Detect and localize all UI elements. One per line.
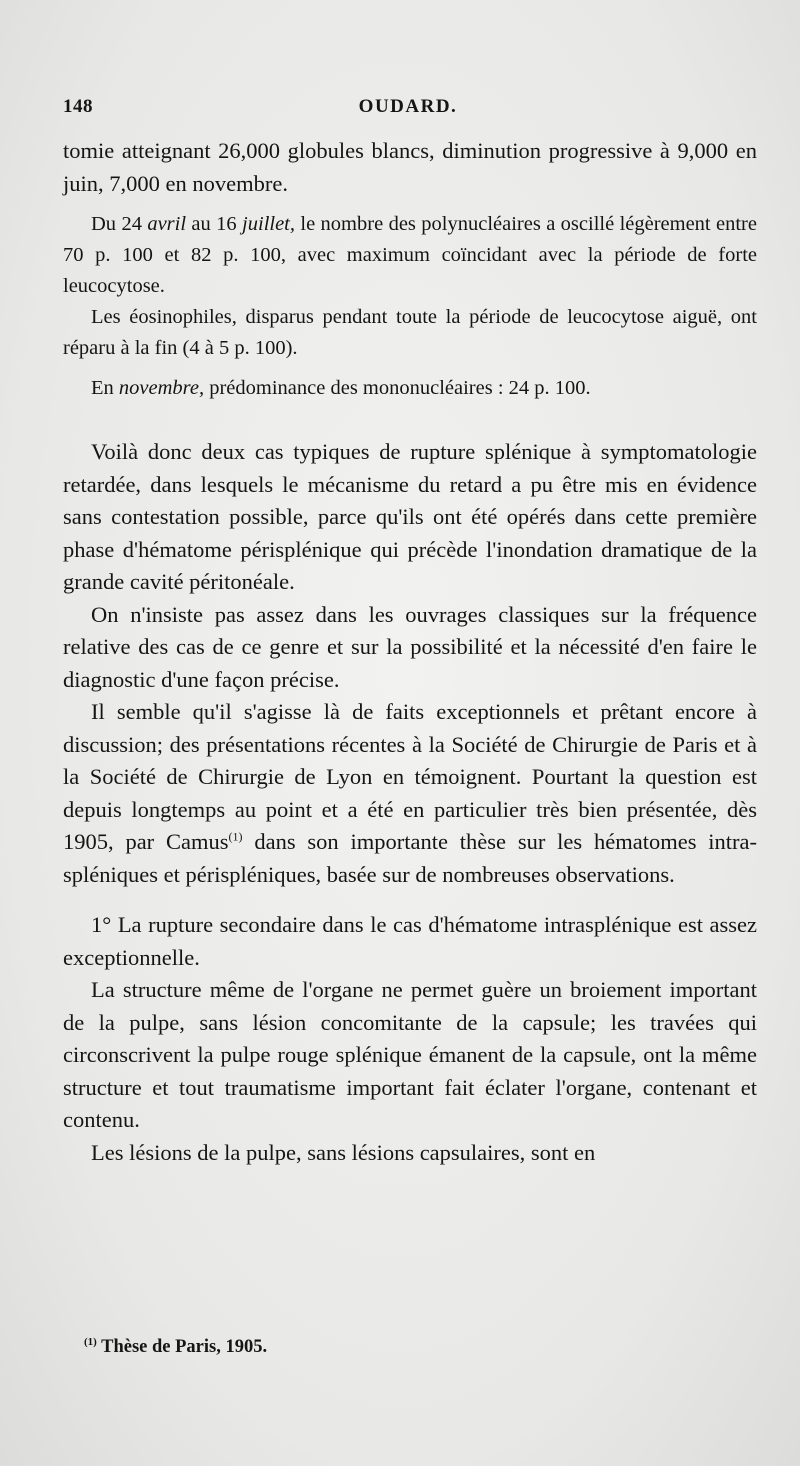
paragraph-eosinophils: Les éosinophiles, disparus pendant toute la période de leucocytose aiguë, ont réparu à la fin (4 à 5 p. 100). [63,306,757,359]
paragraph-continuation: tomie atteignant 26,000 globules blancs, diminution progressive à 9,000 en juin, 7,000 en novembre. [63,138,757,196]
paragraph-structure: La structure même de l'organe ne permet guère un broiement important de la pulpe, sans lésion concomitante de la capsule; les travées qui circonscrivent la pulpe rouge splénique émanent de la capsule, ont la même structure et tout traumatisme important fait éclater l'organe, contenant et contenu. [63,977,757,1132]
footnote-text: Thèse de Paris, 1905. [101,1337,268,1357]
paragraph-mononuclear: En novembre, prédominance des mononucléaires : 24 p. 100. [91,377,591,399]
paragraph-section-1: 1° La rupture secondaire dans le cas d'hématome intrasplénique est assez exceptionnelle. [63,912,757,970]
paragraph-typical-cases: Voilà donc deux cas typiques de rupture splénique à symptomatologie retardée, dans lesquels le mécanisme du retard a pu être mis en évidence sans contestation possible, parce qu'ils ont été opérés dans cette première phase d'hématome périsplénique qui précède l'inondation dramatique de la grande cavité péritonéale. [63,439,757,594]
page-number: 148 [63,96,93,117]
paragraph-camus-thesis: Il semble qu'il s'agisse là de faits exceptionnels et prêtant encore à discussion; des présentations récentes à la Société de Chirurgie de Paris et à la Société de Chirurgie de Lyon en témoignent. Pourtant la question est depuis longtemps au point et a été en particulier très bien présentée, dès 1905, par Camus$^{(1)}$ dans son importante thèse sur les hématomes intra-spléniques et périspléniques, basée sur de nombreuses observations. [63,699,758,887]
footnote-mark: (1) [84,1335,97,1348]
running-title: OUDARD. [358,96,458,117]
page-header [63,96,753,132]
footnote-reference: (1) [228,829,243,844]
footnote [84,1337,684,1358]
paragraph-polynuclear: Du 24 avril au 16 juillet, le nombre des polynucléaires a oscillé légèrement entre 70 p. 100 et 82 p. 100, avec maximum coïncidant avec la période de forte leucocytose. [63,213,757,297]
paragraph-lesions: Les lésions de la pulpe, sans lésions capsulaires, sont en [91,1139,596,1165]
body-text [63,135,757,1169]
paragraph-frequency: On n'insiste pas assez dans les ouvrages classiques sur la fréquence relative des cas de ce genre et sur la possibilité et la nécessité d'en faire le diagnostic d'une façon précise. [63,601,757,692]
